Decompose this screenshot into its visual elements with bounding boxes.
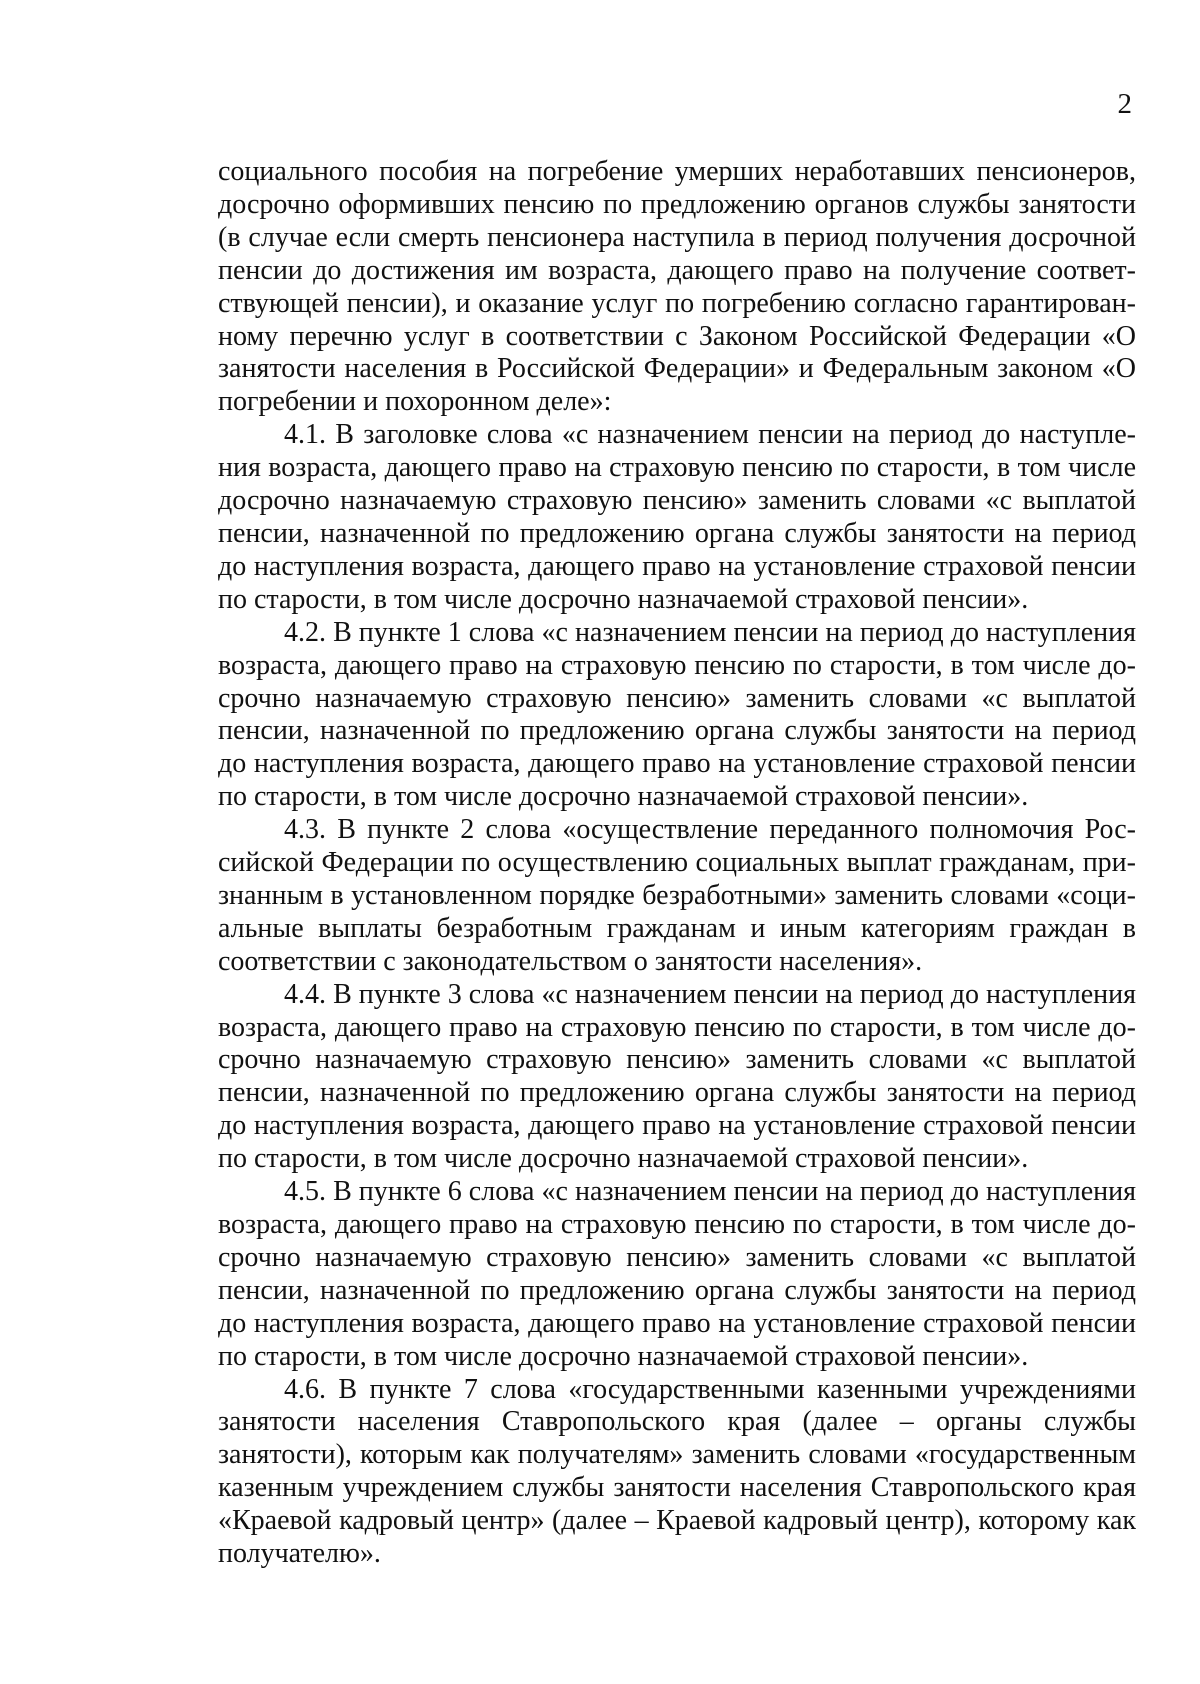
paragraph-4-5: 4.5. В пункте 6 слова «с назначением пенсии на период до наступления возраста, дающего право на страховую пенсию по старости, в том числе досрочно назначаемую страховую пенсию» заменить словами «с выплатой пенсии, назначенной по предложению органа службы занятости на период до наступления возраста, дающего право на установление страховой пенсии по старости, в том числе досрочно назначаемой страховой пенсии». [218, 1176, 1136, 1372]
paragraph-4-1: 4.1. В заголовке слова «с назначением пенсии на период до наступления возраста, дающего право на страховую пенсию по старости, в том числе досрочно назначаемую страховую пенсию» заменить словами «с выплатой пенсии, назначенной по предложению органа службы занятости на период до наступления возраста, дающего право на установление страховой пенсии по старости, в том числе досрочно назначаемой страховой пенсии». [218, 419, 1136, 615]
paragraph-4-6: 4.6. В пункте 7 слова «государственными казенными учреждениями занятости населения Ставропольского края (далее – органы службы занятости), которым как получателям» заменить словами «государственным казенным учреждением службы занятости населения Ставропольского края «Краевой кадровый центр» (далее – Краевой кадровый центр), которому как получателю». [218, 1373, 1136, 1570]
paragraph-4-2: 4.2. В пункте 1 слова «с назначением пенсии на период до наступления возраста, дающего право на страховую пенсию по старости, в том числе досрочно назначаемую страховую пенсию» заменить словами «с выплатой пенсии, назначенной по предложению органа службы занятости на период до наступления возраста, дающего право на установление страховой пенсии по старости, в том числе досрочно назначаемой страховой пенсии». [218, 616, 1136, 813]
page-number: 2 [1117, 88, 1132, 120]
paragraph-4-4: 4.4. В пункте 3 слова «с назначением пенсии на период до наступления возраста, дающего право на страховую пенсию по старости, в том числе досрочно назначаемую страховую пенсию» заменить словами «с выплатой пенсии, назначенной по предложению органа службы занятости на период до наступления возраста, дающего право на установление страховой пенсии по старости, в том числе досрочно назначаемой страховой пенсии». [218, 978, 1136, 1175]
document-body [218, 156, 1136, 1571]
paragraph-4-3: 4.3. В пункте 2 слова «осуществление переданного полномочия Российской Федерации по осуществлению социальных выплат гражданам, признанным в установленном порядке безработными» заменить словами «социальные выплаты безработным гражданам и иным категориям граждан в соответствии с законодательством о занятости населения». [218, 814, 1136, 977]
paragraph-intro: социального пособия на погребение умерших неработавших пенсионеров, досрочно оформивших пенсию по предложению органов службы занятости (в случае если смерть пенсионера наступила в период получения досрочной пенсии до достижения им возраста, дающего право на получение соответствующей пенсии), и оказание услуг по погребению согласно гарантированному перечню услуг в соответствии с Законом Российской Федерации «О занятости населения в Российской Федерации» и Федеральным законом «О погребении и похоронном деле»: [218, 156, 1136, 418]
